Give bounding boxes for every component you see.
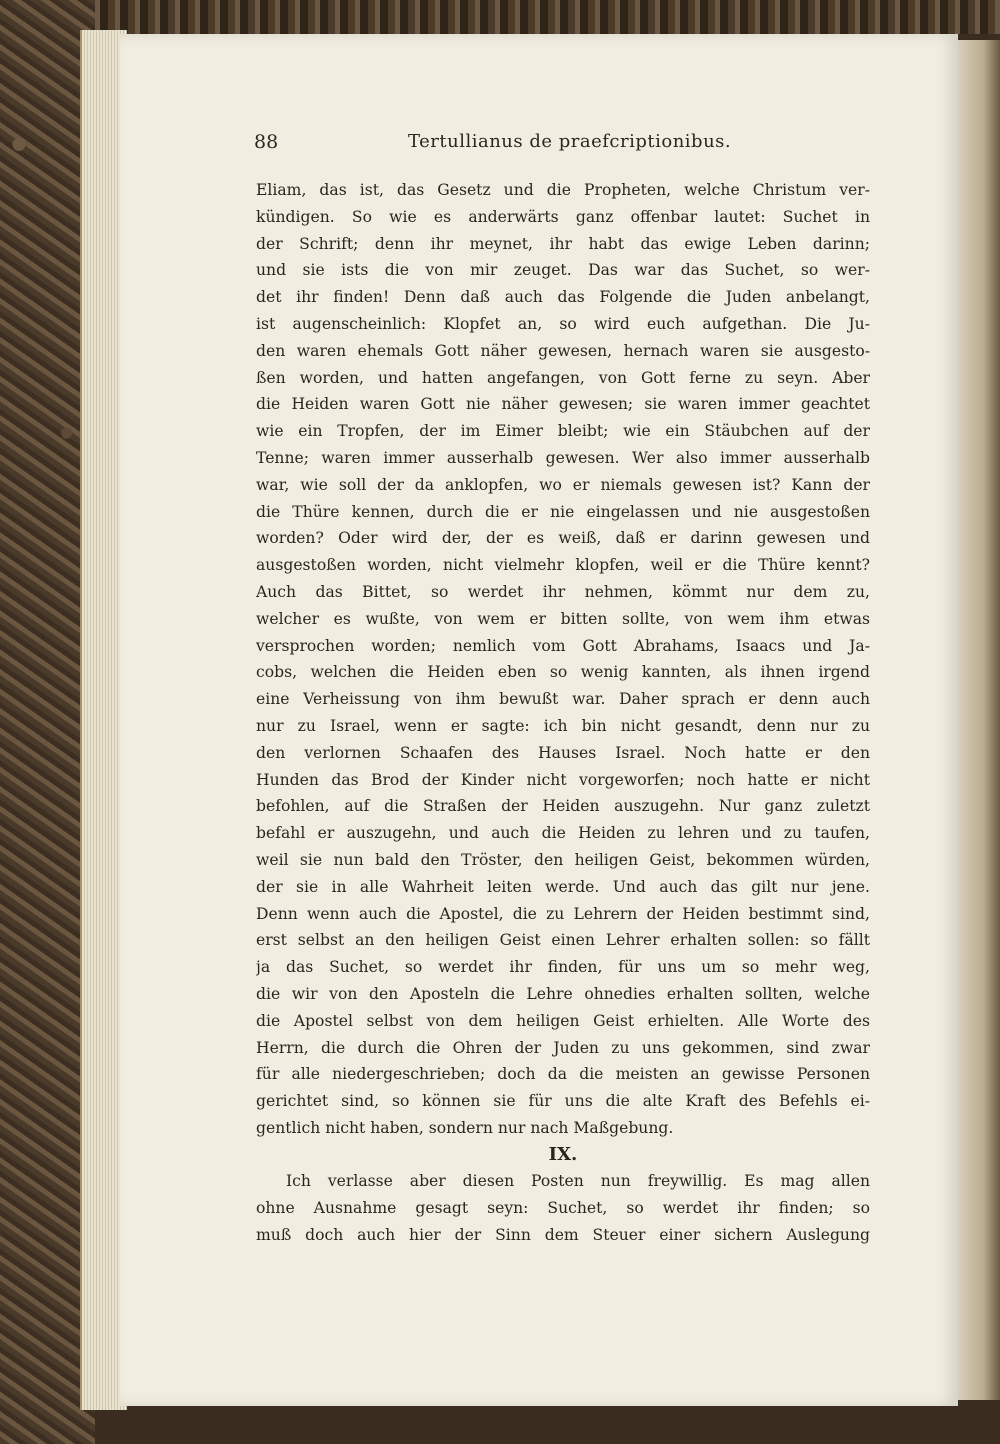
- text-line: den waren ehemals Gott näher gewesen, hernach waren sie ausgesto-: [256, 341, 870, 360]
- page-header: [254, 131, 870, 161]
- text-line: nur zu Israel, wenn er sagte: ich bin nicht gesandt, denn nur zu: [256, 716, 870, 735]
- text-line: wie ein Tropfen, der im Eimer bleibt; wie ein Stäubchen auf der: [256, 422, 870, 441]
- text-line: worden? Oder wird der, der es weiß, daß er darinn gewesen und: [256, 529, 870, 548]
- text-line: Ich verlasse aber diesen Posten nun freywillig. Es mag allen: [286, 1172, 870, 1191]
- text-line: det ihr finden! Denn daß auch das Folgende die Juden anbelangt,: [256, 288, 870, 307]
- text-line: ausgestoßen worden, nicht vielmehr klopfen, weil er die Thüre kennt?: [256, 556, 870, 575]
- text-line: weil sie nun bald den Tröster, den heiligen Geist, bekommen würden,: [256, 850, 870, 869]
- text-line: der sie in alle Wahrheit leiten werde. Und auch das gilt nur jene.: [256, 877, 870, 896]
- text-line: gentlich nicht haben, sondern nur nach Maßgebung.: [256, 1118, 674, 1137]
- text-line: und sie ists die von mir zeuget. Das war das Suchet, so wer-: [256, 261, 870, 280]
- text-line: Eliam, das ist, das Gesetz und die Propheten, welche Christum ver-: [256, 181, 870, 199]
- book-top-edge: [0, 0, 1000, 34]
- text-line: muß doch auch hier der Sinn dem Steuer einer sichern Auslegung: [256, 1226, 870, 1245]
- text-line: kündigen. So wie es anderwärts ganz offenbar lautet: Suchet in: [256, 207, 870, 226]
- text-line: ja das Suchet, so werdet ihr finden, für uns um so mehr weg,: [256, 958, 870, 977]
- text-line: Auch das Bittet, so werdet ihr nehmen, kömmt nur dem zu,: [256, 582, 870, 601]
- text-line: versprochen worden; nemlich vom Gott Abrahams, Isaacs und Ja-: [256, 636, 870, 655]
- text-line: die Thüre kennen, durch die er nie eingelassen und nie ausgestoßen: [256, 502, 870, 521]
- text-line: war, wie soll der da anklopfen, wo er niemals gewesen ist? Kann der: [256, 475, 870, 494]
- text-line: Hunden das Brod der Kinder nicht vorgeworfen; noch hatte er nicht: [256, 770, 870, 789]
- text-line: den verlornen Schaafen des Hauses Israel. Noch hatte er den: [256, 743, 870, 762]
- text-line: für alle niedergeschrieben; doch da die meisten an gewisse Personen: [256, 1065, 870, 1084]
- text-line: ohne Ausnahme gesagt seyn: Suchet, so werdet ihr finden; so: [256, 1199, 870, 1218]
- text-line: der Schrift; denn ihr meynet, ihr habt das ewige Leben darinn;: [256, 234, 870, 253]
- text-line: befohlen, auf die Straßen der Heiden auszugehn. Nur ganz zuletzt: [256, 797, 870, 816]
- section-heading: IX.: [548, 1143, 578, 1165]
- body-text: [256, 177, 870, 1249]
- page-number: 88: [254, 131, 279, 153]
- text-line: Tenne; waren immer ausserhalb gewesen. Wer also immer ausserhalb: [256, 448, 870, 467]
- text-line: die Heiden waren Gott nie näher gewesen; sie waren immer geachtet: [256, 395, 870, 414]
- text-line: cobs, welchen die Heiden eben so wenig kannten, als ihnen irgend: [256, 663, 870, 682]
- text-line: befahl er auszugehn, und auch die Heiden zu lehren und zu taufen,: [256, 824, 870, 843]
- text-line: welcher es wußte, von wem er bitten sollte, von wem ihm etwas: [256, 609, 870, 628]
- text-line: ßen worden, und hatten angefangen, von Gott ferne zu seyn. Aber: [256, 368, 870, 387]
- text-line: Denn wenn auch die Apostel, die zu Lehrern der Heiden bestimmt sind,: [256, 904, 870, 923]
- text-line: ist augenscheinlich: Klopfet an, so wird euch aufgethan. Die Ju-: [256, 314, 870, 333]
- book-right-edge: [958, 40, 1000, 1400]
- text-line: erst selbst an den heiligen Geist einen Lehrer erhalten sollen: so fällt: [256, 931, 870, 950]
- running-title: Tertullianus de praefcriptionibus.: [408, 131, 732, 152]
- text-line: die wir von den Aposteln die Lehre ohnedies erhalten sollten, welche: [256, 984, 870, 1003]
- text-line: eine Verheissung von ihm bewußt war. Daher sprach er denn auch: [256, 690, 870, 709]
- text-line: gerichtet sind, so können sie für uns die alte Kraft des Befehls ei-: [256, 1092, 870, 1111]
- text-line: Herrn, die durch die Ohren der Juden zu uns gekommen, sind zwar: [256, 1038, 870, 1057]
- text-line: die Apostel selbst von dem heiligen Geist erhielten. Alle Worte des: [256, 1011, 870, 1030]
